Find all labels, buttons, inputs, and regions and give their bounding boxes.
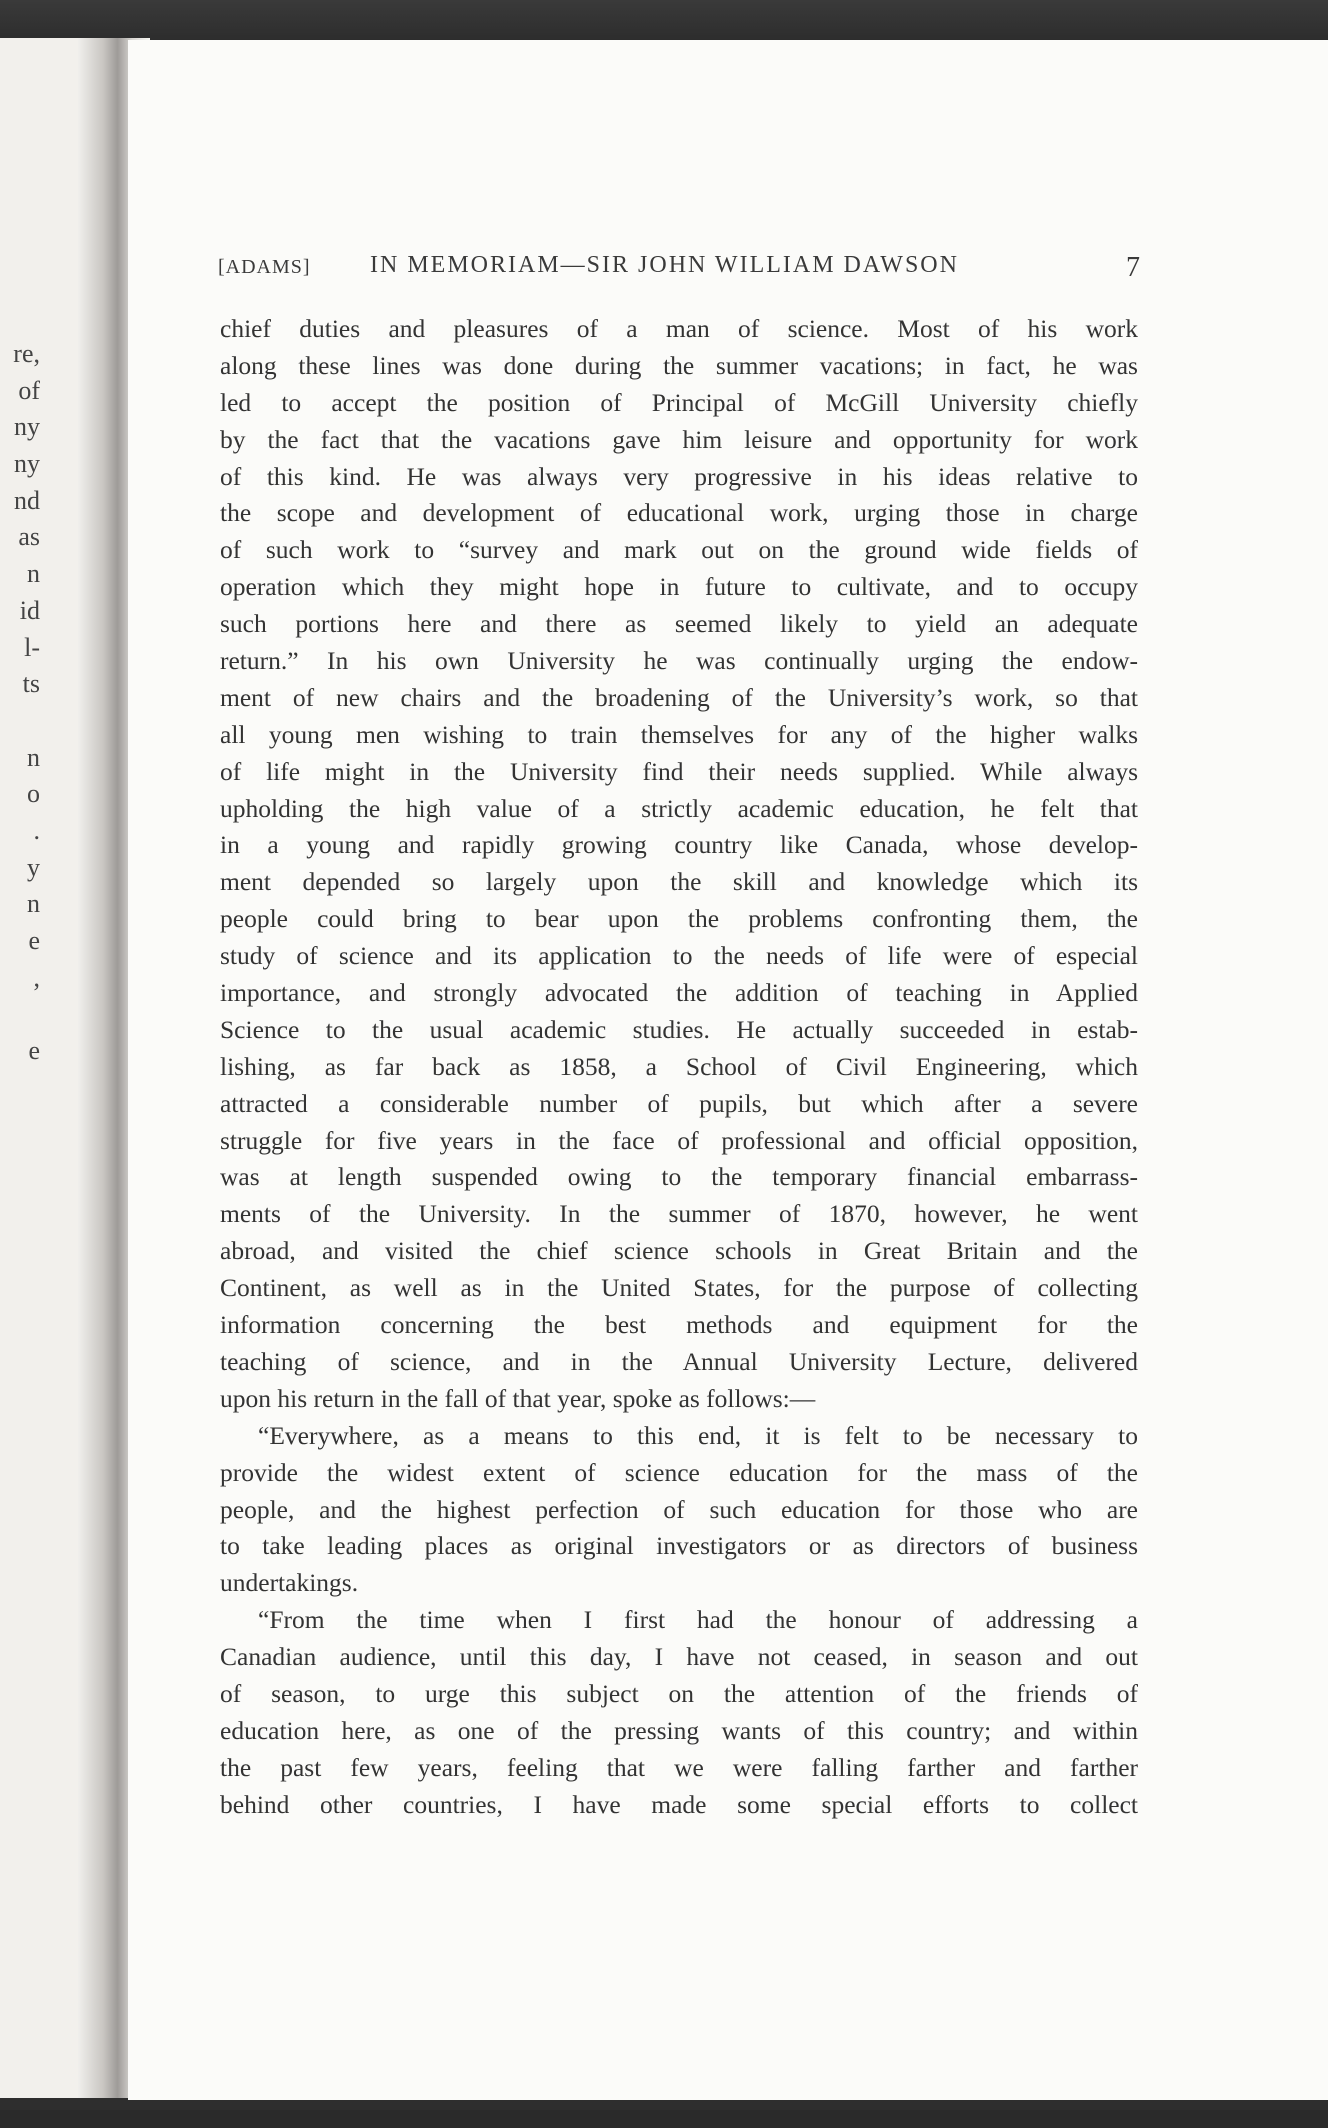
text-line: operation which they might hope in future to cultivate, and to occupy [220,572,1138,602]
text-line: upholding the high value of a strictly academic education, he felt that [220,793,1138,823]
text-line: ment of new chairs and the broadening of the University’s work, so that [220,682,1138,712]
text-line: “From the time when I first had the honour of addressing a [258,1605,1138,1635]
text-line: all young men wishing to train themselves for any of the higher walks [220,719,1138,749]
left-fragment [0,996,40,1033]
text-line: undertakings. [220,1568,359,1598]
text-line: Canadian audience, until this day, I have not ceased, in season and out [220,1642,1138,1672]
text-line: Science to the usual academic studies. He actually succeeded in estab- [220,1014,1138,1044]
text-line: behind other countries, I have made some special efforts to collect [220,1789,1138,1819]
left-fragment: ts [22,669,40,699]
text-line: study of science and its application to the needs of life were of especial [220,941,1138,971]
text-line: teaching of science, and in the Annual University Lecture, delivered [220,1346,1138,1376]
text-line: lishing, as far back as 1858, a School of Civil Engineering, which [220,1051,1138,1081]
text-line: Continent, as well as in the United States, for the purpose of collecting [220,1273,1138,1303]
running-title: IN MEMORIAM—SIR JOHN WILLIAM DAWSON [370,252,959,278]
left-fragment: , [33,962,40,992]
text-line: in a young and rapidly growing country like Canada, whose develop- [220,830,1138,860]
text-line: was at length suspended owing to the temporary financial embarrass- [220,1162,1138,1192]
left-fragment: l- [24,632,40,662]
left-fragment: . [33,815,40,845]
left-fragment: ny [14,449,40,479]
left-fragment: o [27,779,40,809]
text-line: ment depended so largely upon the skill and knowledge which its [220,867,1138,897]
left-fragment: re, [13,339,40,368]
left-fragment: as [18,522,40,552]
left-fragment: n [27,742,40,772]
text-line: by the fact that the vacations gave him leisure and opportunity for work [220,424,1138,454]
text-line: led to accept the position of Principal of McGill University chiefly [220,387,1138,417]
text-line: education here, as one of the pressing wants of this country; and within [220,1715,1138,1745]
text-line: the past few years, feeling that we were falling farther and farther [220,1752,1138,1782]
text-line: ments of the University. In the summer of 1870, however, he went [220,1199,1138,1229]
text-line: importance, and strongly advocated the addition of teaching in Applied [220,978,1138,1008]
text-line: the scope and development of educational work, urging those in charge [220,498,1138,528]
left-fragment: e [28,1036,40,1066]
left-page-text-fragments [0,336,40,1070]
text-line: attracted a considerable number of pupils, but which after a severe [220,1088,1138,1118]
text-line: of life might in the University find their needs supplied. While always [220,756,1138,786]
text-line: upon his return in the fall of that year, spoke as follows:— [220,1383,816,1413]
text-line: such portions here and there as seemed likely to yield an adequate [220,609,1138,639]
left-fragment [0,703,40,740]
text-line: information concerning the best methods and equipment for the [220,1310,1138,1340]
left-fragment: ny [14,412,40,442]
left-fragment: n [27,889,40,919]
left-fragment: y [27,852,40,882]
scanner-bottom-edge [0,2110,1328,2128]
text-line: chief duties and pleasures of a man of science. Most of his work [220,314,1138,343]
left-fragment: id [19,595,40,625]
text-line: of season, to urge this subject on the attention of the friends of [220,1678,1138,1708]
left-fragment: e [28,926,40,955]
text-line: of such work to “survey and mark out on the ground wide fields of [220,535,1138,565]
text-line: of this kind. He was always very progressive in his ideas relative to [220,461,1138,491]
text-line: people, and the highest perfection of such education for those who are [220,1494,1138,1524]
left-fragment: nd [14,485,40,515]
text-line: people could bring to bear upon the problems confronting them, the [220,904,1138,934]
text-line: struggle for five years in the face of professional and official opposition, [220,1125,1138,1155]
text-line: “Everywhere, as a means to this end, it is felt to be necessary to [258,1420,1138,1450]
text-line: abroad, and visited the chief science schools in Great Britain and the [220,1236,1138,1266]
text-line: along these lines was done during the summer vacations; in fact, he was [220,350,1138,380]
running-header [218,252,1140,288]
body-text [220,311,1138,1824]
author-tag: [ADAMS] [218,256,311,278]
text-line: provide the widest extent of science education for the mass of the [220,1457,1138,1487]
text-line: return.” In his own University he was continually urging the endow- [220,646,1138,676]
left-fragment: n [27,559,40,589]
left-fragment: of [18,375,40,405]
text-line: to take leading places as original investigators or as directors of business [220,1531,1138,1561]
page-number: 7 [1126,252,1140,283]
